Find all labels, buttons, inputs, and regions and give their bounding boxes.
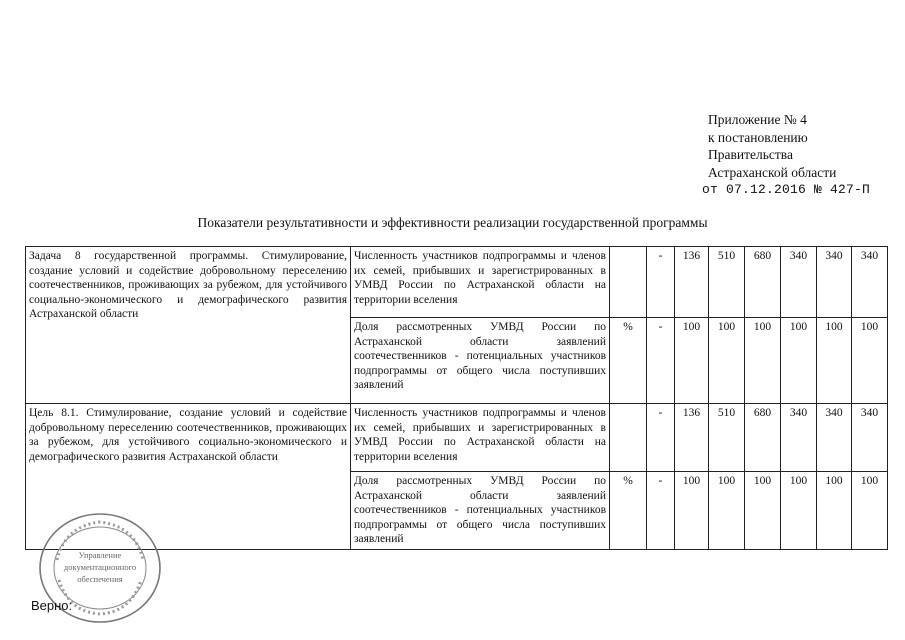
dash-cell: - — [647, 247, 675, 318]
value-cell: 100 — [852, 318, 888, 404]
value-cell: 100 — [852, 472, 888, 550]
document-title: Показатели результативности и эффективности реализации государственной программы — [197, 215, 708, 230]
table-row — [26, 404, 888, 472]
stamp-line-3: обеспечения — [77, 574, 123, 584]
value-cell: 100 — [745, 318, 781, 404]
value-cell: 100 — [817, 472, 852, 550]
indicator-cell: Численность участников подпрограммы и членов их семей, прибывших и зарегистрированных в УМВД России по Астраханской области на территории вселения — [351, 247, 610, 318]
value-cell: 100 — [781, 318, 817, 404]
unit-cell — [610, 247, 647, 318]
goal-cell: Задача 8 государственной программы. Стимулирование, создание условий и содействие добровольному переселению соотечественников, проживающих за рубежом, для устойчивого социально-экономического и демографического развития Астраханской области — [26, 247, 351, 404]
appendix-resolution: к постановлению — [708, 129, 808, 145]
unit-cell: % — [610, 472, 647, 550]
value-cell: 100 — [817, 318, 852, 404]
value-cell: 100 — [675, 472, 709, 550]
unit-cell — [610, 404, 647, 472]
value-cell: 510 — [709, 247, 745, 318]
appendix-reference: от 07.12.2016 № 427-П — [702, 182, 871, 197]
appendix-government: Правительства — [708, 147, 793, 162]
dash-cell: - — [647, 472, 675, 550]
value-cell: 340 — [852, 247, 888, 318]
value-cell: 100 — [709, 318, 745, 404]
appendix-region: Астраханской области — [708, 164, 837, 180]
value-cell: 340 — [817, 247, 852, 318]
indicator-cell: Доля рассмотренных УМВД России по Астраханской области заявлений соотечественников - потенциальных участников подпрограммы от общего числа поступивших заявлений — [351, 472, 610, 550]
certification-label: Верно: — [31, 598, 73, 613]
indicator-cell: Доля рассмотренных УМВД России по Астраханской области заявлений соотечественников - потенциальных участников подпрограммы от общего числа поступивших заявлений — [351, 318, 610, 404]
value-cell: 100 — [709, 472, 745, 550]
value-cell: 100 — [745, 472, 781, 550]
value-cell: 340 — [781, 247, 817, 318]
appendix-number: Приложение № 4 — [708, 112, 807, 127]
appendix-header — [702, 111, 871, 199]
indicator-cell: Численность участников подпрограммы и членов их семей, прибывших и зарегистрированных в УМВД России по Астраханской области на территории вселения — [351, 404, 610, 472]
value-cell: 100 — [675, 318, 709, 404]
value-cell: 340 — [852, 404, 888, 472]
value-cell: 680 — [745, 404, 781, 472]
value-cell: 100 — [781, 472, 817, 550]
value-cell: 340 — [781, 404, 817, 472]
goal-cell: Цель 8.1. Стимулирование, создание условий и содействие добровольному переселению соотечественников, проживающих за рубежом, для устойчивого социально-экономического и демографического развития Астраханской области — [26, 404, 351, 550]
indicators-table — [25, 246, 888, 550]
value-cell: 680 — [745, 247, 781, 318]
value-cell: 340 — [817, 404, 852, 472]
stamp-line-1: Управление — [78, 550, 122, 560]
unit-cell: % — [610, 318, 647, 404]
dash-cell: - — [647, 404, 675, 472]
value-cell: 136 — [675, 404, 709, 472]
value-cell: 510 — [709, 404, 745, 472]
value-cell: 136 — [675, 247, 709, 318]
stamp-line-2: документационного — [63, 562, 137, 572]
table-row — [26, 247, 888, 318]
dash-cell: - — [647, 318, 675, 404]
